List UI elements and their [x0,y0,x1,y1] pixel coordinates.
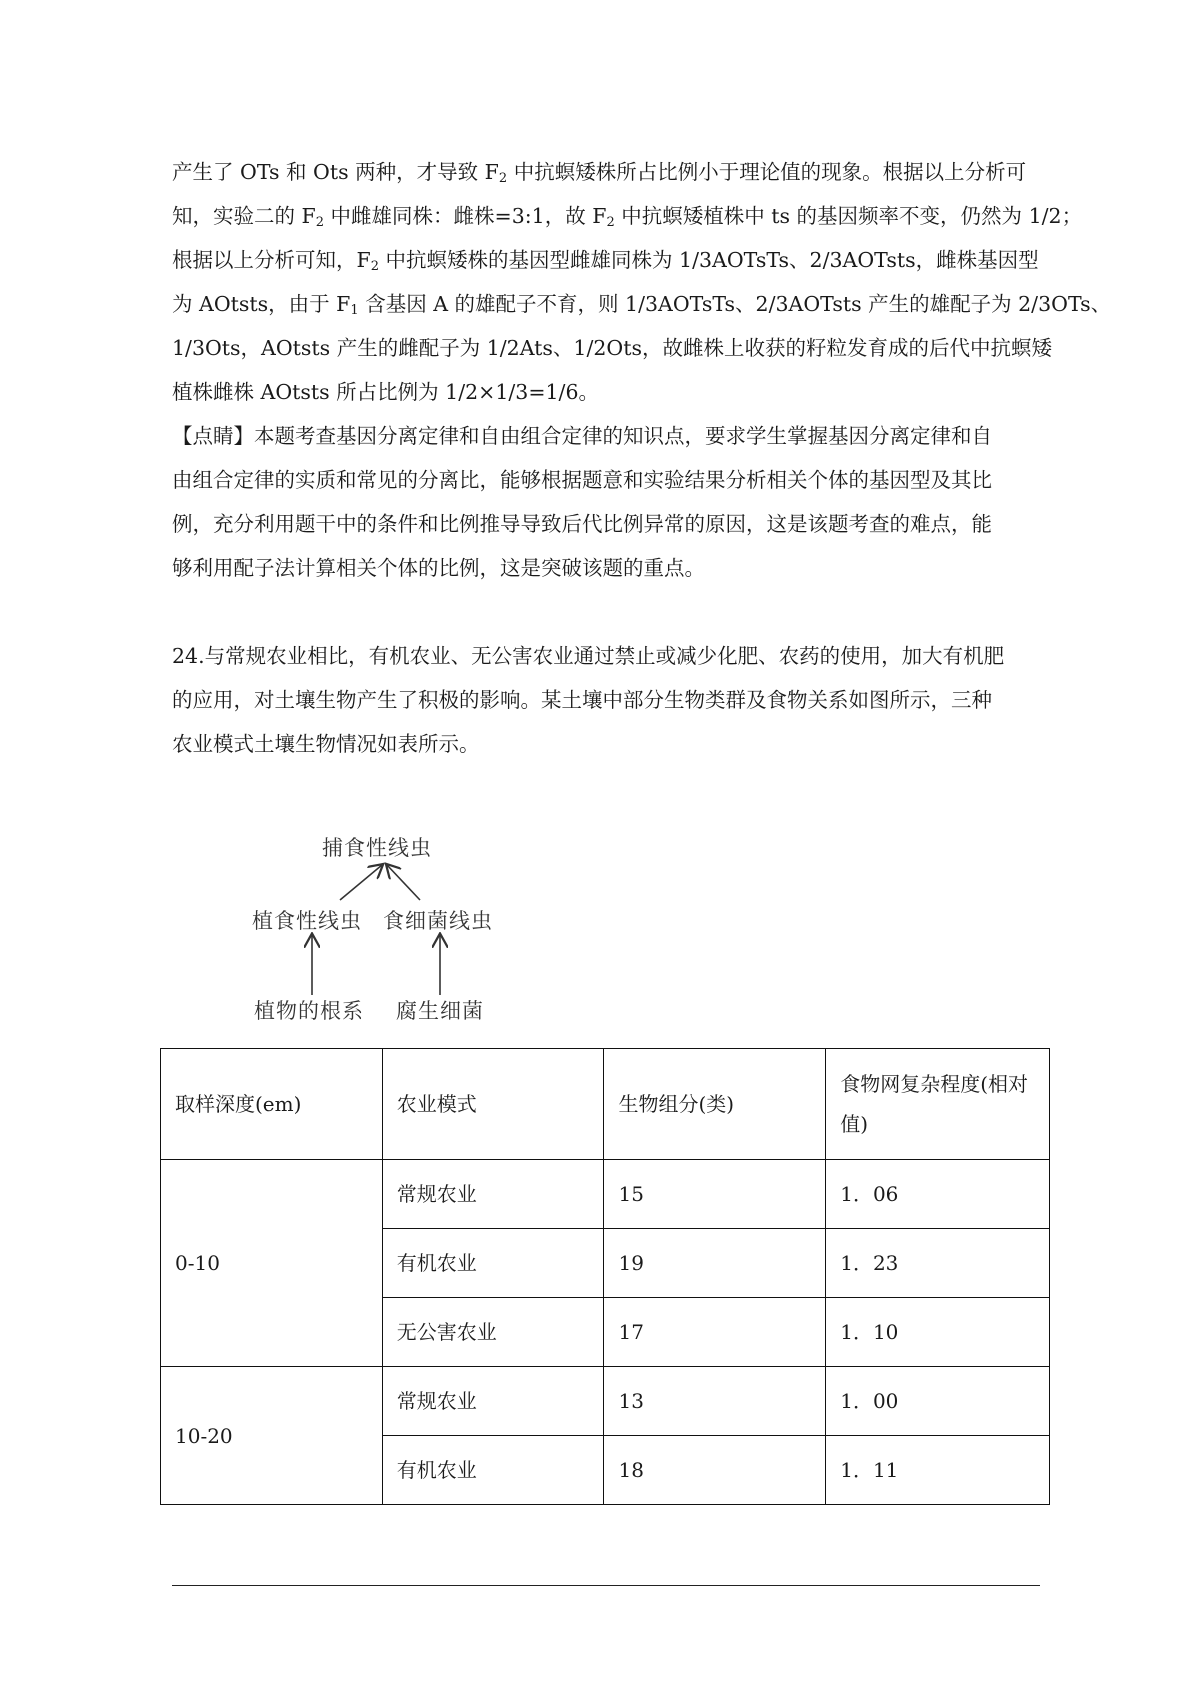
cell-components: 19 [604,1229,826,1298]
text-line: 为 AOtsts，由于 $F_1$ 含基因 A 的雄配子不育，则 1/3AOTsTs、2/3AOTsts 产生的雄配子为 2/3OTs、 [172,292,1112,318]
cell-mode: 常规农业 [382,1160,604,1229]
text-line: 植株雌株 AOtsts 所占比例为 1/2×1/3=1/6。 [172,380,600,404]
arrow-bacterivore-to-predator [387,865,420,900]
cell-components: 13 [604,1367,826,1436]
cell-complexity: 1．00 [826,1367,1050,1436]
cell-complexity: 1．23 [826,1229,1050,1298]
soil-organism-table [160,1048,1050,1505]
table-row [161,1367,1050,1436]
footer-divider [172,1585,1040,1586]
cell-complexity: 1．10 [826,1298,1050,1367]
cell-depth: 10-20 [161,1367,383,1505]
cell-mode: 常规农业 [382,1367,604,1436]
cell-complexity: 1．11 [826,1436,1050,1505]
node-herbivorous-nematode: 植食性线虫 [252,909,362,933]
text-line: 24.与常规农业相比，有机农业、无公害农业通过禁止或减少化肥、农药的使用，加大有机肥 [172,644,1005,668]
header-complexity: 食物网复杂程度(相对值) [826,1049,1050,1160]
food-web-diagram [240,820,540,1023]
text-line: 1/3Ots，AOtsts 产生的雌配子为 1/2Ats、1/2Ots，故雌株上收获的籽粒发育成的后代中抗螟矮 [172,336,1052,360]
cell-components: 17 [604,1298,826,1367]
cell-mode: 有机农业 [382,1229,604,1298]
text-line: 【点睛】本题考查基因分离定律和自由组合定律的知识点，要求学生掌握基因分离定律和自 [172,424,992,448]
text-line: 产生了 OTs 和 Ots 两种，才导致 $F_2$ 中抗螟矮株所占比例小于理论值的现象。根据以上分析可 [172,160,1027,186]
cell-mode: 有机农业 [382,1436,604,1505]
cell-complexity: 1．06 [826,1160,1050,1229]
node-plant-roots: 植物的根系 [254,999,364,1023]
cell-mode: 无公害农业 [382,1298,604,1367]
cell-components: 15 [604,1160,826,1229]
text-line: 的应用，对土壤生物产生了积极的影响。某土壤中部分生物类群及食物关系如图所示，三种 [172,688,992,712]
text-line: 例，充分利用题干中的条件和比例推导导致后代比例异常的原因，这是该题考查的难点，能 [172,512,992,536]
header-components: 生物组分(类) [604,1049,826,1160]
text-line: 农业模式土壤生物情况如表所示。 [172,732,480,756]
cell-components: 18 [604,1436,826,1505]
text-line: 由组合定律的实质和常见的分离比，能够根据题意和实验结果分析相关个体的基因型及其比 [172,468,992,492]
header-mode: 农业模式 [382,1049,604,1160]
text-line: 知，实验二的 $F_2$ 中雌雄同株：雌株=3:1，故 $F_2$ 中抗螟矮植株中 ts 的基因频率不变，仍然为 1/2； [172,204,1083,230]
header-depth: 取样深度(em) [161,1049,383,1160]
arrow-herbivore-to-predator [340,865,382,900]
node-saprophytic-bacteria: 腐生细菌 [396,999,484,1023]
dianjing-paragraph [172,414,1032,590]
table-row [161,1160,1050,1229]
table-header-row [161,1049,1050,1160]
cell-depth: 0-10 [161,1160,383,1367]
node-predatory-nematode: 捕食性线虫 [322,836,432,860]
solution-paragraph [172,150,1112,414]
text-line: 根据以上分析可知，$F_2$ 中抗螟矮株的基因型雌雄同株为 1/3AOTsTs、2/3AOTsts，雌株基因型 [172,248,1039,274]
text-line: 够利用配子法计算相关个体的比例，这是突破该题的重点。 [172,556,705,580]
question-24 [172,634,1032,766]
node-bacterivorous-nematode: 食细菌线虫 [383,909,493,933]
